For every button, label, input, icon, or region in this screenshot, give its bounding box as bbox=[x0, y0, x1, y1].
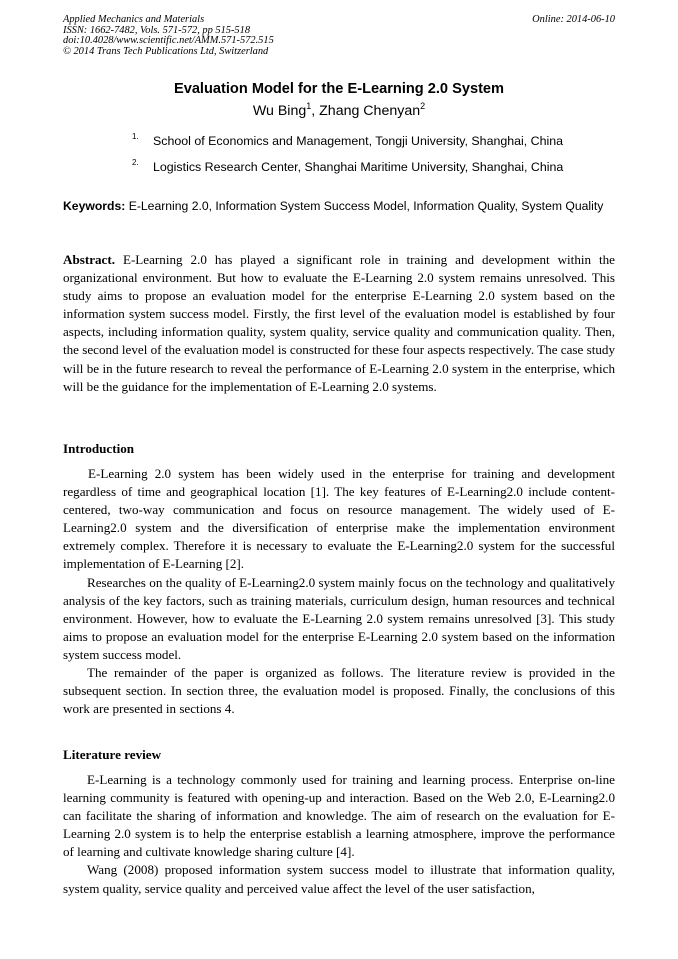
literature-review-body bbox=[63, 771, 615, 898]
author-name: Wu Bing bbox=[252, 103, 307, 119]
introduction-body bbox=[63, 465, 615, 718]
paragraph: Researches on the quality of E-Learning2.0 system mainly focus on the technology and qualitatively analysis of the key factors, such as training materials, curriculum design, human resources and technical environment. However, how to evaluate the E-Learning 2.0 system remains unresolved [3]. This study aims to propose an evaluation model for the enterprise E-Learning 2.0 system based on the information system success model. bbox=[63, 574, 615, 662]
affiliation-text: School of Economics and Management, Tongji University, Shanghai, China bbox=[153, 134, 564, 148]
section-heading-literature-review: Literature review bbox=[63, 747, 162, 762]
keywords-text: E-Learning 2.0, Information System Success Model, Information Quality, System Quality bbox=[128, 199, 604, 213]
author-name: Zhang Chenyan bbox=[319, 103, 421, 119]
author-affiliation-mark: 1 bbox=[306, 101, 312, 111]
paper-title: Evaluation Model for the E-Learning 2.0 System bbox=[173, 81, 505, 97]
abstract-label: Abstract. bbox=[63, 252, 115, 267]
affiliation-text: Logistics Research Center, Shanghai Maritime University, Shanghai, China bbox=[153, 160, 564, 174]
journal-header bbox=[63, 15, 615, 57]
keywords-label: Keywords: bbox=[63, 199, 126, 213]
journal-name: Applied Mechanics and Materials bbox=[63, 14, 205, 25]
copyright-line: © 2014 Trans Tech Publications Ltd, Switzerland bbox=[63, 45, 269, 57]
paragraph: The remainder of the paper is organized as follows. The literature review is provided in the subsequent section. In section three, the evaluation model is proposed. Finally, the conclusions of this work are presented in sections 4. bbox=[63, 665, 615, 717]
affiliation-number: 1. bbox=[132, 132, 139, 141]
author-separator: , bbox=[311, 103, 320, 119]
affiliation-number: 2. bbox=[132, 158, 139, 167]
section-heading-introduction: Introduction bbox=[63, 441, 135, 456]
abstract bbox=[63, 251, 615, 396]
abstract-text: E-Learning 2.0 has played a significant role in training and development within the organizational environment. But how to evaluate the E-Learning 2.0 system remains unresolved. This study aims to propose an evaluation model for the enterprise E-Learning 2.0 system based on the information system success model. Firstly, the first level of the evaluation model is established by four aspects, including information quality, system quality, service quality and communication quality. Then, the second level of the evaluation model is constructed for these four aspects respectively. The case study will be in the future research to reveal the performance of E-Learning 2.0 system in the enterprise, which will be the guidance for the implementation of E-Learning 2.0 systems. bbox=[63, 252, 615, 394]
keywords bbox=[63, 197, 615, 215]
author-list bbox=[0, 103, 678, 119]
paragraph: Wang (2008) proposed information system success model to illustrate that information quality, system quality, service quality and perceived value affect the level of the user satisfaction, bbox=[63, 862, 615, 896]
author-affiliation-mark: 2 bbox=[420, 101, 426, 111]
issn-line: ISSN: 1662-7482, Vols. 571-572, pp 515-518 bbox=[63, 24, 251, 36]
doi-line: doi:10.4028/www.scientific.net/AMM.571-572.515 bbox=[63, 35, 274, 47]
paragraph: E-Learning 2.0 system has been widely used in the enterprise for training and development regardless of time and geographical location [1]. The key features of E-Learning2.0 include content-centered, two-way communication and focus on resource management. The widely used of E-Learning2.0 system and the diversification of enterprise make the implementation environment extremely complex. Therefore it is necessary to evaluate the E-Learning2.0 system for the successful implementation of E-Learning [2]. bbox=[63, 466, 615, 572]
online-date: Online: 2014-06-10 bbox=[532, 14, 615, 25]
paragraph: E-Learning is a technology commonly used for training and learning process. Enterprise on-line learning community is featured with opening-up and interaction. Based on the Web 2.0, E-Learning2.0 can facilitate the sharing of information and knowledge. The aim of research on the evaluation for E-Learning 2.0 system is to help the enterprise establish a learning atmosphere, improve the performance of learning and cultivate knowledge sharing culture [4]. bbox=[63, 772, 615, 860]
